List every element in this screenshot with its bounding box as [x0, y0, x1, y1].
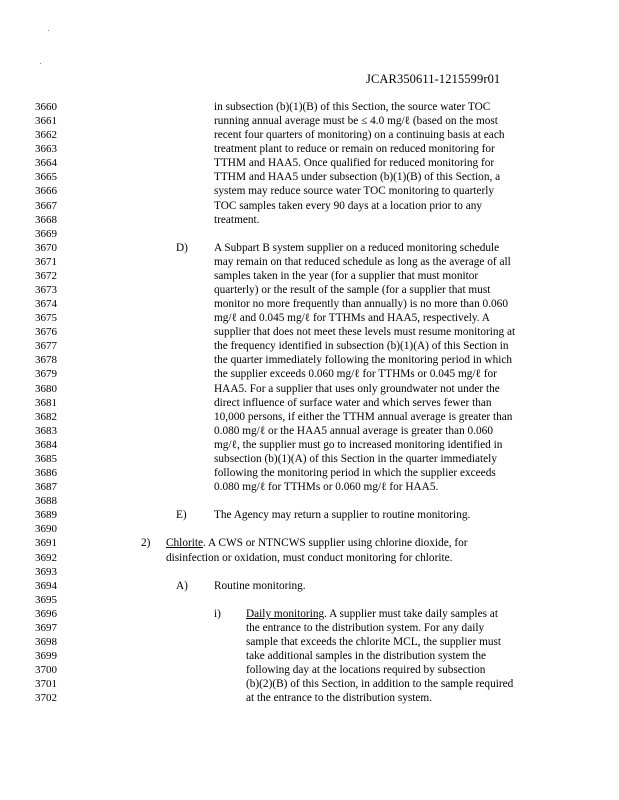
- line-text: [214, 382, 500, 396]
- line-text: [214, 325, 515, 339]
- document-line: [0, 452, 619, 466]
- line-text-content: system may reduce source water TOC monitoring to quarterly: [214, 185, 495, 198]
- line-number: 3665: [35, 171, 57, 184]
- document-line: [0, 184, 619, 198]
- section-label: D): [176, 241, 188, 254]
- line-number: 3673: [35, 284, 57, 297]
- document-line: [0, 255, 619, 269]
- line-text: [246, 607, 498, 621]
- document-line: [0, 480, 619, 494]
- document-line: [0, 311, 619, 325]
- line-number: 3666: [35, 185, 57, 198]
- line-number: 3698: [35, 635, 57, 648]
- line-number: 3701: [35, 678, 57, 691]
- line-text: [214, 283, 490, 297]
- line-number: 3678: [35, 354, 57, 367]
- line-number: 3679: [35, 368, 57, 381]
- document-line: [0, 128, 619, 142]
- document-line: [0, 424, 619, 438]
- line-text-content: TTHM and HAA5. Once qualified for reduced monitoring for: [214, 157, 495, 170]
- line-number: 3692: [35, 551, 57, 564]
- document-line: [0, 339, 619, 353]
- document-line: [0, 649, 619, 663]
- line-text-content: following the monitoring period in which the supplier exceeds: [214, 467, 496, 480]
- line-number: 3697: [35, 621, 57, 634]
- section-label: A): [176, 579, 188, 592]
- document-line: [0, 382, 619, 396]
- line-text-content: 0.080 mg/ℓ or the HAA5 annual average is greater than 0.060: [214, 424, 493, 437]
- line-text: [246, 649, 486, 663]
- line-text: [246, 677, 513, 691]
- line-number: 3662: [35, 129, 57, 142]
- line-number: 3682: [35, 410, 57, 423]
- document-line: [0, 367, 619, 381]
- line-text: [214, 311, 490, 325]
- line-text: [214, 142, 495, 156]
- line-number: 3687: [35, 481, 57, 494]
- document-line: [0, 522, 619, 536]
- line-text-content: direct influence of surface water and which serves fewer than: [214, 396, 492, 409]
- line-text-content: . A CWS or NTNCWS supplier using chlorine dioxide, for: [203, 537, 468, 550]
- line-number: 3689: [35, 509, 57, 522]
- line-text: [214, 480, 438, 494]
- section-label: E): [176, 509, 187, 522]
- document-line: [0, 691, 619, 705]
- line-text: [214, 579, 306, 593]
- line-text: [214, 170, 500, 184]
- document-line: [0, 269, 619, 283]
- line-number: 3668: [35, 213, 57, 226]
- line-number: 3675: [35, 312, 57, 325]
- document-line: [0, 325, 619, 339]
- line-text: [214, 297, 508, 311]
- line-number: 3663: [35, 143, 57, 156]
- line-text-content: the entrance to the distribution system. For any daily: [246, 621, 485, 634]
- line-number: 3694: [35, 579, 57, 592]
- line-number: 3699: [35, 650, 57, 663]
- line-text-content: the frequency identified in subsection (b)(1)(A) of this Section in: [214, 340, 509, 353]
- line-text-content: treatment.: [214, 213, 260, 226]
- document-line: [0, 551, 619, 565]
- line-text: [214, 114, 498, 128]
- line-text: [214, 424, 493, 438]
- document-line: [0, 241, 619, 255]
- line-text: [214, 466, 496, 480]
- line-text: [214, 184, 494, 198]
- line-text: [246, 691, 432, 705]
- line-number: 3669: [35, 227, 57, 240]
- line-text: [214, 241, 499, 255]
- document-line: [0, 114, 619, 128]
- line-text: [214, 367, 497, 381]
- line-number: 3674: [35, 298, 57, 311]
- line-text-content: Routine monitoring.: [214, 579, 306, 592]
- line-number: 3664: [35, 157, 57, 170]
- line-text: [214, 199, 482, 213]
- line-text: [214, 438, 502, 452]
- line-text-content: sample that exceeds the chlorite MCL, the supplier must: [246, 635, 502, 648]
- document-line: [0, 621, 619, 635]
- document-line: [0, 508, 619, 522]
- scan-speck: [40, 63, 41, 64]
- line-number: 3693: [35, 565, 57, 578]
- document-line: [0, 100, 619, 114]
- line-text: [246, 621, 484, 635]
- line-number: 3696: [35, 607, 57, 620]
- line-number: 3691: [35, 537, 57, 550]
- section-label: i): [214, 607, 221, 620]
- line-text-content: 0.080 mg/ℓ for TTHMs or 0.060 mg/ℓ for HAA5.: [214, 481, 439, 494]
- line-number: 3677: [35, 340, 57, 353]
- line-text-content: quarterly) or the result of the sample (for a supplier that must: [214, 284, 491, 297]
- line-number: 3686: [35, 467, 57, 480]
- document-line: [0, 466, 619, 480]
- line-text-content: 10,000 persons, if either the TTHM annual average is greater than: [214, 410, 513, 423]
- document-id: JCAR350611-1215599r01: [366, 72, 501, 86]
- line-text: [214, 255, 511, 269]
- line-text: [214, 213, 259, 227]
- document-line: [0, 663, 619, 677]
- document-line: [0, 579, 619, 593]
- document-line: [0, 213, 619, 227]
- line-text-content: subsection (b)(1)(A) of this Section in the quarter immediately: [214, 452, 497, 465]
- document-line: [0, 410, 619, 424]
- document-line: [0, 283, 619, 297]
- document-line: [0, 396, 619, 410]
- document-line: [0, 297, 619, 311]
- line-text-content: the quarter immediately following the monitoring period in which: [214, 354, 513, 367]
- scan-speck: [48, 30, 49, 31]
- document-line: [0, 438, 619, 452]
- line-number: 3681: [35, 396, 57, 409]
- line-text-content: following day at the locations required by subsection: [246, 664, 486, 677]
- numbered-text-body: [0, 100, 619, 705]
- document-line: [0, 677, 619, 691]
- line-text: [214, 410, 512, 424]
- document-line: [0, 227, 619, 241]
- document-line: [0, 170, 619, 184]
- document-line: [0, 565, 619, 579]
- line-text: [246, 663, 485, 677]
- line-text: [214, 353, 512, 367]
- line-number: 3680: [35, 382, 57, 395]
- line-text-content: supplier that does not meet these levels must resume monitoring at: [214, 326, 516, 339]
- document-line: [0, 607, 619, 621]
- line-text: [214, 396, 492, 410]
- line-text-content: HAA5. For a supplier that uses only groundwater not under the: [214, 382, 500, 395]
- line-text: [214, 339, 509, 353]
- line-text: [214, 156, 494, 170]
- document-line: [0, 199, 619, 213]
- line-text-content: treatment plant to reduce or remain on reduced monitoring for: [214, 143, 495, 156]
- line-number: 3660: [35, 101, 57, 113]
- line-text-content: the supplier exceeds 0.060 mg/ℓ for TTHMs or 0.045 mg/ℓ for: [214, 368, 497, 381]
- line-text: [214, 128, 505, 142]
- line-text-content: monitor no more frequently than annually) is no more than 0.060: [214, 298, 508, 311]
- line-text: [214, 452, 497, 466]
- document-line: [0, 156, 619, 170]
- document-line: [0, 494, 619, 508]
- line-text: [214, 100, 490, 114]
- section-label: 2): [141, 537, 151, 550]
- line-text: [214, 269, 478, 283]
- line-text-content: mg/ℓ and 0.045 mg/ℓ for TTHMs and HAA5, respectively. A: [214, 312, 490, 325]
- line-number: 3672: [35, 269, 57, 282]
- line-text-content: A Subpart B system supplier on a reduced monitoring schedule: [214, 241, 500, 254]
- line-number: 3695: [35, 593, 57, 606]
- line-text-content: may remain on that reduced schedule as long as the average of all: [214, 255, 511, 268]
- line-text-content: running annual average must be ≤ 4.0 mg/ℓ (based on the most: [214, 115, 498, 128]
- line-text-content: in subsection (b)(1)(B) of this Section, the source water TOC: [214, 101, 491, 113]
- line-number: 3661: [35, 115, 57, 128]
- line-text-content: recent four quarters of monitoring) on a continuing basis at each: [214, 129, 505, 142]
- line-number: 3700: [35, 664, 57, 677]
- document-line: [0, 353, 619, 367]
- line-number: 3702: [35, 692, 57, 705]
- underlined-heading: Chlorite: [166, 537, 204, 550]
- line-text-content: disinfection or oxidation, must conduct monitoring for chlorite.: [166, 551, 453, 564]
- line-text: [214, 508, 470, 522]
- line-number: 3690: [35, 523, 57, 536]
- line-number: 3683: [35, 424, 57, 437]
- line-text-content: The Agency may return a supplier to routine monitoring.: [214, 509, 471, 522]
- line-text-content: mg/ℓ, the supplier must go to increased monitoring identified in: [214, 438, 503, 451]
- line-text-content: take additional samples in the distribution system the: [246, 650, 487, 663]
- line-number: 3688: [35, 495, 57, 508]
- document-line: [0, 142, 619, 156]
- line-number: 3670: [35, 241, 57, 254]
- underlined-heading: Daily monitoring: [246, 607, 325, 620]
- line-number: 3684: [35, 438, 57, 451]
- line-text: [166, 536, 468, 550]
- line-number: 3671: [35, 255, 57, 268]
- line-text-content: samples taken in the year (for a supplier that must monitor: [214, 269, 479, 282]
- line-number: 3685: [35, 452, 57, 465]
- line-text-content: . A supplier must take daily samples at: [324, 607, 498, 620]
- document-line: [0, 635, 619, 649]
- document-line: [0, 536, 619, 550]
- line-text-content: at the entrance to the distribution system.: [246, 692, 433, 705]
- line-text-content: (b)(2)(B) of this Section, in addition to the sample required: [246, 678, 514, 691]
- line-text-content: TTHM and HAA5 under subsection (b)(1)(B) of this Section, a: [214, 171, 501, 184]
- line-text-content: TOC samples taken every 90 days at a location prior to any: [214, 199, 483, 212]
- document-line: [0, 593, 619, 607]
- line-text: [246, 635, 501, 649]
- line-number: 3667: [35, 199, 57, 212]
- line-text: [166, 551, 452, 565]
- line-number: 3676: [35, 326, 57, 339]
